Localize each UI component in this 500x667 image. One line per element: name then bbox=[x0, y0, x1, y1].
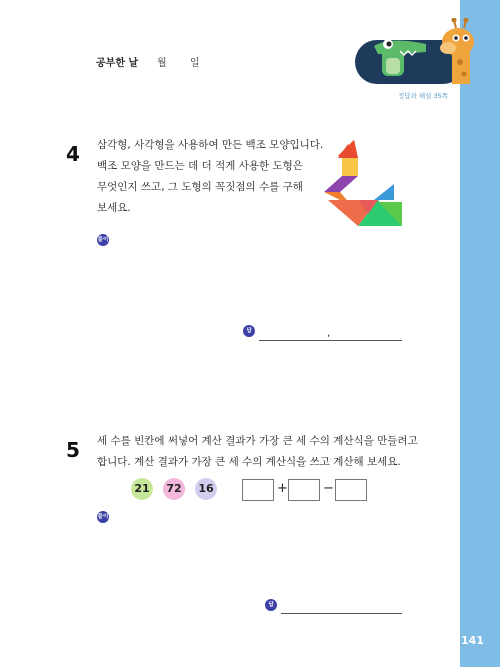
study-date-label: 공부한 날 bbox=[96, 58, 139, 69]
blank-box[interactable] bbox=[242, 479, 274, 501]
side-bar bbox=[460, 0, 500, 667]
number-circle: 21 bbox=[131, 478, 153, 500]
number-circle: 16 bbox=[195, 478, 217, 500]
question-5-line: 합니다. 계산 결과가 가장 큰 세 수의 계산식을 쓰고 계산해 보세요. bbox=[97, 456, 401, 468]
page-number: 141 bbox=[461, 634, 484, 647]
question-4-line: 보세요. bbox=[97, 202, 131, 214]
solve-badge: 풀이 bbox=[97, 234, 109, 246]
answer-badge: 답 bbox=[265, 599, 277, 611]
question-4-number: 4 bbox=[66, 142, 80, 166]
answer-badge: 답 bbox=[243, 325, 255, 337]
giraffe-icon bbox=[440, 18, 474, 84]
question-5-number: 5 bbox=[66, 438, 80, 462]
answer-line[interactable] bbox=[281, 613, 402, 614]
answer-reference: 정답과 해설 35쪽 bbox=[398, 92, 449, 100]
month-label: 월 bbox=[157, 58, 167, 69]
crocodile-icon bbox=[374, 39, 426, 76]
blank-box[interactable] bbox=[335, 479, 367, 501]
blank-box[interactable] bbox=[288, 479, 320, 501]
question-5-line: 세 수를 빈칸에 써넣어 계산 결과가 가장 큰 세 수의 계산식을 만들려고 bbox=[97, 435, 418, 447]
swan-tangram-figure bbox=[318, 140, 410, 232]
question-4-line: 백조 모양을 만드는 데 더 적게 사용한 도형은 bbox=[97, 160, 303, 172]
answer-line[interactable] bbox=[259, 340, 402, 341]
day-label: 일 bbox=[190, 58, 200, 69]
question-5-text bbox=[97, 431, 418, 473]
number-circle: 72 bbox=[163, 478, 185, 500]
question-4-line: 무엇인지 쓰고, 그 도형의 꼭짓점의 수를 구해 bbox=[97, 181, 303, 193]
plus-sign: + bbox=[277, 481, 288, 496]
solve-badge: 풀이 bbox=[97, 511, 109, 523]
question-4-text bbox=[97, 135, 323, 219]
minus-sign: − bbox=[323, 481, 334, 496]
question-4-line: 삼각형, 사각형을 사용하여 만든 백조 모양입니다. bbox=[97, 139, 324, 151]
mascot-illustration bbox=[360, 18, 480, 84]
answer-separator: , bbox=[327, 328, 331, 339]
